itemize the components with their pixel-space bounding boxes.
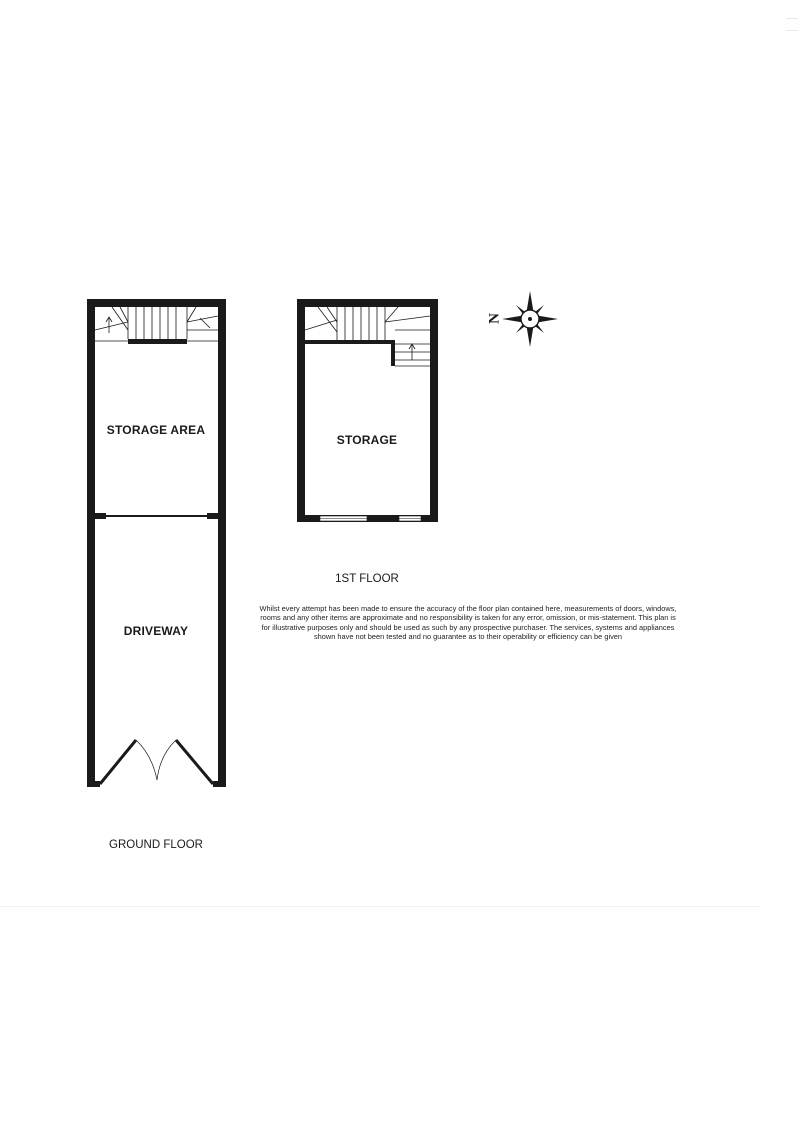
floor-title-ground: GROUND FLOOR xyxy=(109,839,203,851)
compass-north-label: N xyxy=(486,313,503,324)
room-label-storage: STORAGE xyxy=(336,433,398,447)
first-floor-plan xyxy=(297,299,438,522)
disclaimer-text: Whilst every attempt has been made to ensure the accuracy of the floor plan contained here, measurements of doors, windows, rooms and any other items are approximate and no responsibility is taken for any error, omission, or mis-statement. This plan is for illustrative purposes only and should be used as such by any prospective purchaser. The services, systems and appliances shown have not been tested and no guarantee as to their operability or efficiency can be given xyxy=(259,604,677,642)
ground-floor-wall-stub-right xyxy=(213,781,226,787)
ground-floor-wall-right xyxy=(218,299,226,787)
floor-title-first: 1ST FLOOR xyxy=(335,573,399,585)
ground-floor-wall-top xyxy=(87,299,226,307)
ground-floor-partition xyxy=(95,513,218,519)
ground-floor-wall-left xyxy=(87,299,95,787)
driveway-double-door xyxy=(100,740,213,784)
ground-floor-wall-stub-left xyxy=(87,781,100,787)
first-floor-staircase xyxy=(305,307,430,366)
compass-rose-icon xyxy=(502,291,558,347)
ground-floor-staircase xyxy=(95,307,218,344)
room-label-driveway: DRIVEWAY xyxy=(123,624,189,638)
ground-floor-plan xyxy=(87,299,226,787)
first-floor-wall-left xyxy=(297,299,305,522)
room-label-storage-area: STORAGE AREA xyxy=(106,423,206,437)
first-floor-wall-top xyxy=(297,299,438,307)
first-floor-wall-right xyxy=(430,299,438,522)
